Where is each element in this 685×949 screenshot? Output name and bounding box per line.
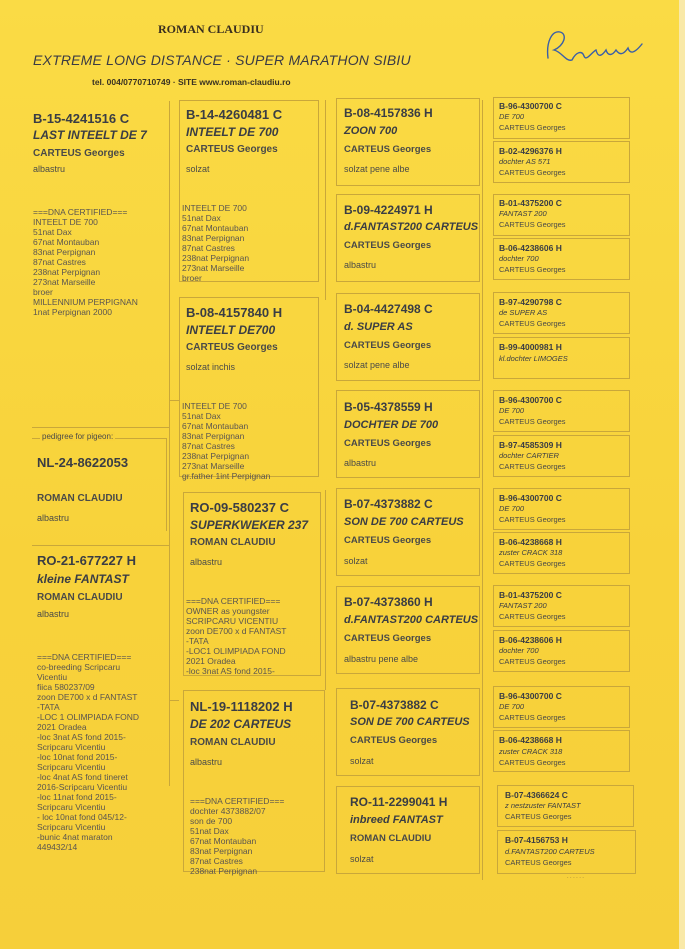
pigeon-color: albastru bbox=[37, 513, 70, 523]
gen2-color: albastru bbox=[190, 757, 223, 767]
dam-notes: ===DNA CERTIFIED=== co-breeding Scripcaru Vicentiu fiica 580237/09 zoon DE700 x d FANTAST -TATA -LOC 1 OLIMPIADA FOND 2021 Oradea -loc 3nat AS fond 2015- Scripcaru Vicentiu -loc 10nat fond 2015- Scripcaru Vicentiu -loc 4nat AS fond tineret 2016-Scripcaru Vicentiu -loc 11nat fond 2015- Scripcaru Vicentiu - loc 10nat fond 045/12- Scripcaru Vicentiu -bunic 4nat maraton 449432/14 bbox=[37, 652, 140, 852]
gen2-ring: B-08-4157840 H bbox=[186, 305, 283, 320]
gen3-ring: B-07-4373882 C bbox=[350, 698, 439, 712]
gen3-owner: CARTEUS Georges bbox=[344, 240, 432, 251]
gen2-notes: ===DNA CERTIFIED=== OWNER as youngster SCRIPCARU VICENTIU zoon DE700 x d FANTAST -TATA -LOC1 OLIMPIADA FOND 2021 Oradea -loc 3nat AS fond 2015- bbox=[186, 596, 287, 676]
gen4-owner: CARTEUS Georges bbox=[499, 168, 566, 177]
gen3-name: d. SUPER AS bbox=[344, 321, 413, 333]
gen2-owner: ROMAN CLAUDIU bbox=[190, 537, 276, 548]
header-title: EXTREME LONG DISTANCE · SUPER MARATHON SIBIU bbox=[33, 52, 411, 68]
gen2-notes: ===DNA CERTIFIED=== dochter 4373882/07 son de 700 51nat Dax 67nat Montauban 83nat Perpignan 87nat Castres 238nat Perpignan bbox=[190, 796, 285, 876]
gen4-ring: B-01-4375200 C bbox=[499, 198, 562, 208]
gen2-name: DE 202 CARTEUS bbox=[190, 717, 292, 731]
gen3-owner: CARTEUS Georges bbox=[350, 735, 438, 746]
gen4-name: dochter CARTIER bbox=[499, 451, 559, 460]
gen4-ring: B-06-4238668 H bbox=[499, 735, 562, 745]
gen4-name: kl.dochter LIMOGES bbox=[499, 354, 568, 363]
page-edge bbox=[679, 0, 685, 949]
gen4-ring: B-96-4300700 C bbox=[499, 101, 562, 111]
gen3-name: SON DE 700 CARTEUS bbox=[350, 716, 470, 728]
gen4-name: d.FANTAST200 CARTEUS bbox=[505, 847, 595, 856]
gen4-name: zuster CRACK 318 bbox=[499, 548, 563, 557]
footer-mark: · · · · · · bbox=[567, 875, 584, 881]
gen2-owner: CARTEUS Georges bbox=[186, 342, 278, 353]
gen4-owner: CARTEUS Georges bbox=[499, 515, 566, 524]
gen4-ring: B-96-4300700 C bbox=[499, 691, 562, 701]
sire-color: albastru bbox=[33, 164, 66, 174]
gen4-name: zuster CRACK 318 bbox=[499, 747, 563, 756]
gen2-owner: ROMAN CLAUDIU bbox=[190, 737, 276, 748]
gen4-owner: CARTEUS Georges bbox=[499, 220, 566, 229]
gen4-name: DE 700 bbox=[499, 504, 525, 513]
gen4-owner: CARTEUS Georges bbox=[499, 123, 566, 132]
dam-name: kleine FANTAST bbox=[37, 572, 129, 586]
gen4-owner: CARTEUS Georges bbox=[499, 758, 566, 767]
gen3-ring: B-04-4427498 C bbox=[344, 302, 433, 316]
gen2-notes: INTEELT DE 700 51nat Dax 67nat Montauban 83nat Perpignan 87nat Castres 238nat Perpignan 273nat Marseille gr.father 1int Perpignan bbox=[182, 401, 271, 481]
gen4-name: dochter 700 bbox=[499, 646, 539, 655]
gen4-name: DE 700 bbox=[499, 702, 525, 711]
gen4-name: DE 700 bbox=[499, 112, 525, 121]
gen2-ring: RO-09-580237 C bbox=[190, 500, 289, 515]
gen4-ring: B-07-4366624 C bbox=[505, 790, 568, 800]
gen3-name: d.FANTAST200 CARTEUS bbox=[344, 221, 479, 233]
gen3-owner: ROMAN CLAUDIU bbox=[350, 833, 432, 844]
gen4-name: de SUPER AS bbox=[499, 308, 548, 317]
gen4-ring: B-07-4156753 H bbox=[505, 835, 568, 845]
gen4-ring: B-01-4375200 C bbox=[499, 590, 562, 600]
gen4-ring: B-06-4238606 H bbox=[499, 243, 562, 253]
gen3-name: SON DE 700 CARTEUS bbox=[344, 516, 464, 528]
gen4-name: dochter 700 bbox=[499, 254, 539, 263]
sire-ring: B-15-4241516 C bbox=[33, 111, 130, 126]
gen4-name: FANTAST 200 bbox=[499, 209, 547, 218]
gen2-color: solzat inchis bbox=[186, 362, 236, 372]
gen3-color: solzat pene albe bbox=[344, 360, 410, 370]
gen4-owner: CARTEUS Georges bbox=[505, 812, 572, 821]
gen4-name: dochter AS 571 bbox=[499, 157, 551, 166]
connector-line bbox=[482, 100, 483, 880]
gen4-ring: B-06-4238668 H bbox=[499, 537, 562, 547]
gen3-color: solzat pene albe bbox=[344, 164, 410, 174]
gen4-owner: CARTEUS Georges bbox=[499, 319, 566, 328]
gen4-owner: CARTEUS Georges bbox=[499, 417, 566, 426]
gen3-owner: CARTEUS Georges bbox=[344, 438, 432, 449]
gen4-owner: CARTEUS Georges bbox=[499, 657, 566, 666]
gen3-name: ZOON 700 bbox=[344, 125, 398, 137]
pedigree-label: pedigree for pigeon: bbox=[42, 432, 114, 441]
gen4-name: DE 700 bbox=[499, 406, 525, 415]
gen2-name: INTEELT DE 700 bbox=[186, 125, 279, 139]
gen3-name: d.FANTAST200 CARTEUS bbox=[344, 614, 479, 626]
dam-owner: ROMAN CLAUDIU bbox=[37, 592, 123, 603]
gen4-ring: B-97-4585309 H bbox=[499, 440, 562, 450]
gen2-color: solzat bbox=[186, 164, 210, 174]
gen3-color: albastru pene albe bbox=[344, 654, 419, 664]
gen3-owner: CARTEUS Georges bbox=[344, 144, 432, 155]
gen4-name: FANTAST 200 bbox=[499, 601, 547, 610]
gen3-ring: B-05-4378559 H bbox=[344, 400, 433, 414]
gen3-owner: CARTEUS Georges bbox=[344, 633, 432, 644]
gen3-color: albastru bbox=[344, 260, 377, 270]
gen4-ring: B-97-4290798 C bbox=[499, 297, 562, 307]
sire-name: LAST INTEELT DE 7 bbox=[33, 128, 147, 142]
gen3-name: inbreed FANTAST bbox=[350, 814, 443, 826]
gen2-ring: B-14-4260481 C bbox=[186, 107, 283, 122]
header-owner: ROMAN CLAUDIU bbox=[158, 22, 264, 36]
gen3-ring: B-07-4373860 H bbox=[344, 595, 433, 609]
gen4-owner: CARTEUS Georges bbox=[505, 858, 572, 867]
gen3-ring: B-09-4224971 H bbox=[344, 203, 433, 217]
gen3-color: solzat bbox=[344, 556, 368, 566]
gen3-name: DOCHTER DE 700 bbox=[344, 419, 439, 431]
gen2-owner: CARTEUS Georges bbox=[186, 144, 278, 155]
gen3-owner: CARTEUS Georges bbox=[344, 340, 432, 351]
gen3-owner: CARTEUS Georges bbox=[344, 535, 432, 546]
signature bbox=[538, 22, 648, 72]
gen3-color: solzat bbox=[350, 756, 374, 766]
connector-line bbox=[169, 700, 179, 701]
connector-line bbox=[169, 400, 179, 401]
gen4-owner: CARTEUS Georges bbox=[499, 559, 566, 568]
gen3-ring: RO-11-2299041 H bbox=[350, 795, 448, 809]
gen3-ring: B-07-4373882 C bbox=[344, 497, 433, 511]
gen3-color: albastru bbox=[344, 458, 377, 468]
gen4-ring: B-99-4000981 H bbox=[499, 342, 562, 352]
dam-color: albastru bbox=[37, 609, 70, 619]
gen3-color: solzat bbox=[350, 854, 374, 864]
gen2-notes: INTEELT DE 700 51nat Dax 67nat Montauban 83nat Perpignan 87nat Castres 238nat Perpignan 273nat Marseille broer bbox=[182, 203, 250, 283]
header-contact: tel. 004/0770710749 · SITE www.roman-claudiu.ro bbox=[92, 77, 291, 87]
gen4-ring: B-02-4296376 H bbox=[499, 146, 562, 156]
gen2-name: INTEELT DE700 bbox=[186, 323, 276, 337]
gen4-owner: CARTEUS Georges bbox=[499, 462, 566, 471]
gen2-name: SUPERKWEKER 237 bbox=[190, 518, 309, 532]
pigeon-owner: ROMAN CLAUDIU bbox=[37, 493, 123, 504]
gen4-owner: CARTEUS Georges bbox=[499, 265, 566, 274]
sire-notes: ===DNA CERTIFIED=== INTEELT DE 700 51nat Dax 67nat Montauban 83nat Perpignan 87nat Castres 238nat Perpignan 273nat Marseille broer MILLENNIUM PERPIGNAN 1nat Perpignan 2000 bbox=[33, 207, 138, 317]
gen2-ring: NL-19-1118202 H bbox=[190, 699, 293, 714]
gen4-ring: B-96-4300700 C bbox=[499, 493, 562, 503]
gen4-ring: B-06-4238606 H bbox=[499, 635, 562, 645]
gen4-owner: CARTEUS Georges bbox=[499, 612, 566, 621]
connector-line bbox=[325, 490, 326, 690]
gen2-color: albastru bbox=[190, 557, 223, 567]
gen4-owner: CARTEUS Georges bbox=[499, 713, 566, 722]
gen4-name: z nestzuster FANTAST bbox=[505, 801, 581, 810]
dam-ring: RO-21-677227 H bbox=[37, 553, 136, 568]
gen3-ring: B-08-4157836 H bbox=[344, 106, 433, 120]
gen4-ring: B-96-4300700 C bbox=[499, 395, 562, 405]
connector-line bbox=[325, 100, 326, 300]
sire-owner: CARTEUS Georges bbox=[33, 148, 125, 159]
pigeon-ring: NL-24-8622053 bbox=[37, 455, 129, 470]
